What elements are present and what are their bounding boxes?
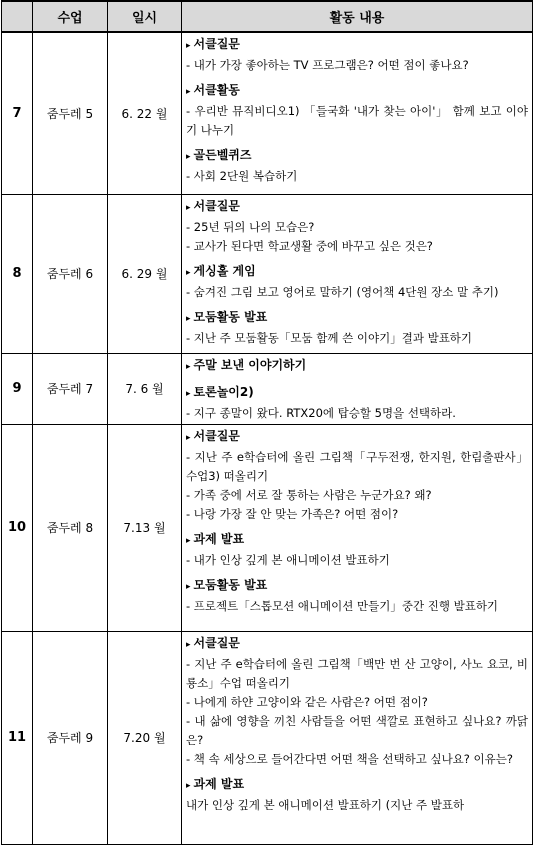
activity-section <box>186 262 528 302</box>
section-title <box>186 308 528 329</box>
activity-section <box>186 308 528 348</box>
section-title <box>186 35 528 56</box>
lesson-date: 6. 22 월 <box>108 32 182 194</box>
header-date: 일시 <box>108 1 182 32</box>
lesson-date: 6. 29 월 <box>108 194 182 353</box>
activity-line: - 내가 가장 좋아하는 TV 프로그램은? 어떤 점이 좋나요? <box>186 58 469 72</box>
triangle-bullet-icon: ▸ <box>186 152 191 162</box>
activity-line: - 지난 주 모둠활동「모둠 함께 쓴 이야기」결과 발표하기 <box>186 330 473 345</box>
activity-section <box>186 356 528 377</box>
lesson-date: 7.20 월 <box>108 631 182 844</box>
section-title <box>186 634 528 655</box>
section-title <box>186 146 528 167</box>
lesson-name: 줌두레 5 <box>33 32 108 194</box>
triangle-bullet-icon: ▸ <box>186 639 191 650</box>
section-title <box>186 530 528 551</box>
section-title-text: 주말 보낸 이야기하기 <box>193 357 307 372</box>
activity-section <box>186 146 528 186</box>
activity-content <box>182 32 533 194</box>
activity-line: - 나랑 가장 잘 안 맞는 가족은? 어떤 점이? <box>186 506 399 521</box>
lesson-name: 줌두레 6 <box>33 194 108 353</box>
activity-line: - 숨겨진 그림 보고 영어로 말하기 (영어책 4단원 장소 말 추기) <box>186 284 499 299</box>
table-row <box>2 353 533 424</box>
triangle-bullet-icon: ▸ <box>186 388 191 399</box>
triangle-bullet-icon: ▸ <box>186 535 191 546</box>
header-activity: 활동 내용 <box>182 1 533 32</box>
activity-line: - 25년 뒤의 나의 모습은? <box>186 219 315 234</box>
header-blank <box>2 1 33 32</box>
triangle-bullet-icon: ▸ <box>186 313 191 324</box>
row-number: 9 <box>2 353 33 424</box>
row-number: 7 <box>2 32 33 194</box>
activity-section <box>186 775 528 815</box>
activity-line: - 프로젝트「스톱모션 애니메이션 만들기」중간 진행 발표하기 <box>186 598 499 613</box>
section-title-text: 서클질문 <box>193 198 240 213</box>
row-number: 8 <box>2 194 33 353</box>
triangle-bullet-icon: ▸ <box>186 202 191 213</box>
section-title <box>186 356 528 377</box>
activity-line: 내가 인상 깊게 본 애니메이션 발표하기 (지난 주 발표하 <box>186 797 465 812</box>
activity-line: - 내 삶에 영향을 끼친 사람들을 어떤 색깔로 표현하고 싶나요? 까닭은? <box>186 713 528 747</box>
row-number: 10 <box>2 424 33 631</box>
section-title-text: 서클질문 <box>193 37 240 51</box>
triangle-bullet-icon: ▸ <box>186 361 191 372</box>
activity-line: - 지구 종말이 왔다. RTX20에 탑승할 5명을 선택하라. <box>186 405 456 420</box>
activity-line: - 사회 2단원 복습하기 <box>186 169 298 183</box>
table-row <box>2 631 533 844</box>
activity-line: - 가족 중에 서로 잘 통하는 사람은 누군가요? 왜? <box>186 487 432 502</box>
activity-line: - 책 속 세상으로 들어간다면 어떤 책을 선택하고 싶나요? 이유는? <box>186 751 513 766</box>
section-title <box>186 81 528 102</box>
activity-line: - 교사가 된다면 학교생활 중에 바꾸고 싶은 것은? <box>186 238 433 253</box>
header-row <box>2 1 533 32</box>
lesson-name: 줌두레 8 <box>33 424 108 631</box>
triangle-bullet-icon: ▸ <box>186 41 191 51</box>
activity-content <box>182 353 533 424</box>
activity-line: - 지난 주 e학습터에 올린 그림책「백만 번 산 고양이, 사노 요코, 비룡소」수업 떠올리기 <box>186 656 528 690</box>
section-title-text: 토론놀이2) <box>193 384 254 399</box>
triangle-bullet-icon: ▸ <box>186 780 191 791</box>
activity-section <box>186 530 528 570</box>
lesson-name: 줌두레 9 <box>33 631 108 844</box>
schedule-table <box>1 0 533 845</box>
section-title <box>186 427 528 448</box>
activity-content <box>182 424 533 631</box>
section-title-text: 모둠활동 발표 <box>193 577 268 592</box>
activity-section <box>186 35 528 75</box>
section-title <box>186 383 528 404</box>
lesson-name: 줌두레 7 <box>33 353 108 424</box>
section-title-text: 서클활동 <box>193 83 240 97</box>
triangle-bullet-icon: ▸ <box>186 87 191 97</box>
section-title <box>186 576 528 597</box>
triangle-bullet-icon: ▸ <box>186 432 191 443</box>
table-row <box>2 194 533 353</box>
triangle-bullet-icon: ▸ <box>186 581 191 592</box>
triangle-bullet-icon: ▸ <box>186 267 191 278</box>
section-title-text: 모둠활동 발표 <box>193 309 268 324</box>
activity-content <box>182 194 533 353</box>
header-lesson: 수업 <box>33 1 108 32</box>
activity-line: - 내가 인상 깊게 본 애니메이션 발표하기 <box>186 552 390 567</box>
section-title-text: 서클질문 <box>193 428 240 443</box>
section-title-text: 서클질문 <box>193 635 240 650</box>
section-title <box>186 197 528 218</box>
activity-section <box>186 576 528 616</box>
activity-line: - 우리반 뮤직비디오1) 「들국화 '내가 찾는 아이'」 함께 보고 이야기 나누기 <box>186 104 528 137</box>
activity-section <box>186 197 528 256</box>
lesson-date: 7.13 월 <box>108 424 182 631</box>
section-title <box>186 775 528 796</box>
table-row <box>2 32 533 194</box>
lesson-date: 7. 6 월 <box>108 353 182 424</box>
activity-section <box>186 383 528 423</box>
activity-content <box>182 631 533 844</box>
section-title-text: 과제 발표 <box>193 531 245 546</box>
section-title-text: 과제 발표 <box>193 776 245 791</box>
section-title-text: 골든벨퀴즈 <box>193 148 252 162</box>
table-row <box>2 424 533 631</box>
row-number: 11 <box>2 631 33 844</box>
activity-line: - 지난 주 e학습터에 올린 그림책「구두전쟁, 한지원, 한림출판사」수업3) 떠올리기 <box>186 449 528 483</box>
activity-line: - 나에게 하얀 고양이와 같은 사람은? 어떤 점이? <box>186 694 428 709</box>
section-title <box>186 262 528 283</box>
activity-section <box>186 634 528 769</box>
activity-section <box>186 81 528 140</box>
activity-section <box>186 427 528 524</box>
section-title-text: 게싱홀 게임 <box>193 263 256 278</box>
